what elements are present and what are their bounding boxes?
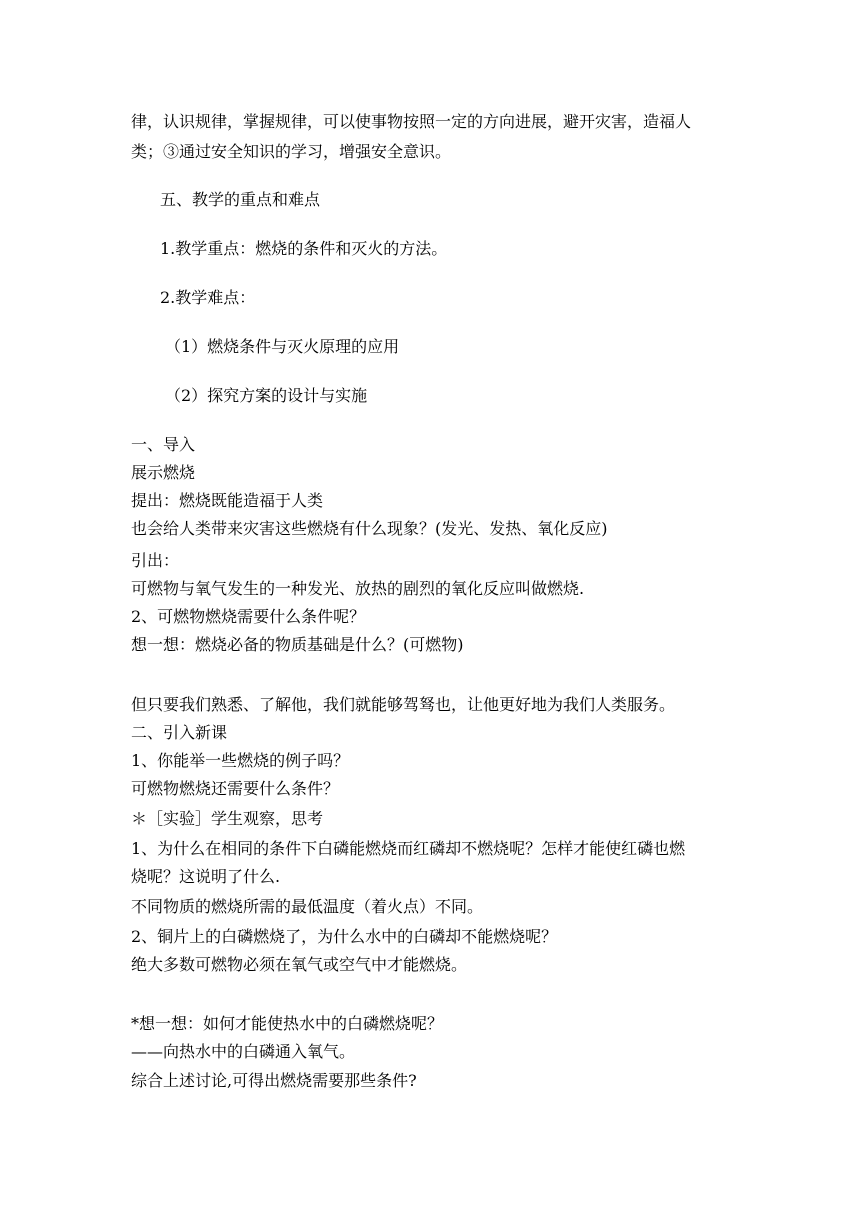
intro-line: 想一想：燃烧必备的物质基础是什么？(可燃物) [131, 635, 464, 654]
difficulty-heading: 2.教学难点： [160, 288, 256, 307]
new-lesson-line: ——向热水中的白磷通入氧气。 [131, 1042, 356, 1061]
new-lesson-heading: 二、引入新课 [131, 723, 228, 742]
intro-line: 引出： [131, 551, 180, 570]
new-lesson-line: 烧呢？这说明了什么. [131, 867, 281, 886]
intro-line: 提出：燃烧既能造福于人类 [131, 491, 324, 510]
intro-line: 展示燃烧 [131, 463, 196, 482]
new-lesson-line: 综合上述讨论,可得出燃烧需要那些条件? [131, 1071, 417, 1090]
intro-line: 也会给人类带来灾害这些燃烧有什么现象？(发光、发热、氧化反应) [131, 519, 608, 538]
new-lesson-line: 绝大多数可燃物必须在氧气或空气中才能燃烧。 [131, 955, 468, 974]
new-lesson-line: 1、你能举一些燃烧的例子吗？ [131, 751, 350, 770]
new-lesson-line: *想一想：如何才能使热水中的白磷燃烧呢？ [131, 1014, 444, 1033]
key-point-line: 1.教学重点：燃烧的条件和灭火的方法。 [160, 239, 448, 258]
new-lesson-line: 不同物质的燃烧所需的最低温度（着火点）不同。 [131, 897, 484, 916]
intro-heading: 一、导入 [131, 435, 196, 454]
intro-line: 但只要我们熟悉、了解他，我们就能够驾驽也，让他更好地为我们人类服务。 [131, 695, 676, 714]
new-lesson-line: 2、铜片上的白磷燃烧了，为什么水中的白磷却不能燃烧呢？ [131, 927, 558, 946]
new-lesson-line: 1、为什么在相同的条件下白磷能燃烧而红磷却不燃烧呢？怎样才能使红磷也燃 [131, 839, 686, 858]
intro-line: 可燃物与氧气发生的一种发光、放热的剧烈的氧化反应叫做燃烧. [131, 579, 585, 598]
difficulty-item: （2）探究方案的设计与实施 [165, 386, 368, 405]
paragraph-line: 律，认识规律，掌握规律，可以使事物按照一定的方向进展，避开灾害，造福人 [131, 112, 692, 131]
intro-line: 2、可燃物燃烧需要什么条件呢？ [131, 607, 366, 626]
section-heading: 五、教学的重点和难点 [160, 190, 321, 209]
difficulty-item: （1）燃烧条件与灭火原理的应用 [165, 337, 400, 356]
new-lesson-line: 可燃物燃烧还需要什么条件？ [131, 779, 340, 798]
new-lesson-line: ＊［实验］学生观察，思考 [131, 809, 324, 828]
paragraph-line: 类；③通过安全知识的学习，增强安全意识。 [131, 142, 452, 161]
